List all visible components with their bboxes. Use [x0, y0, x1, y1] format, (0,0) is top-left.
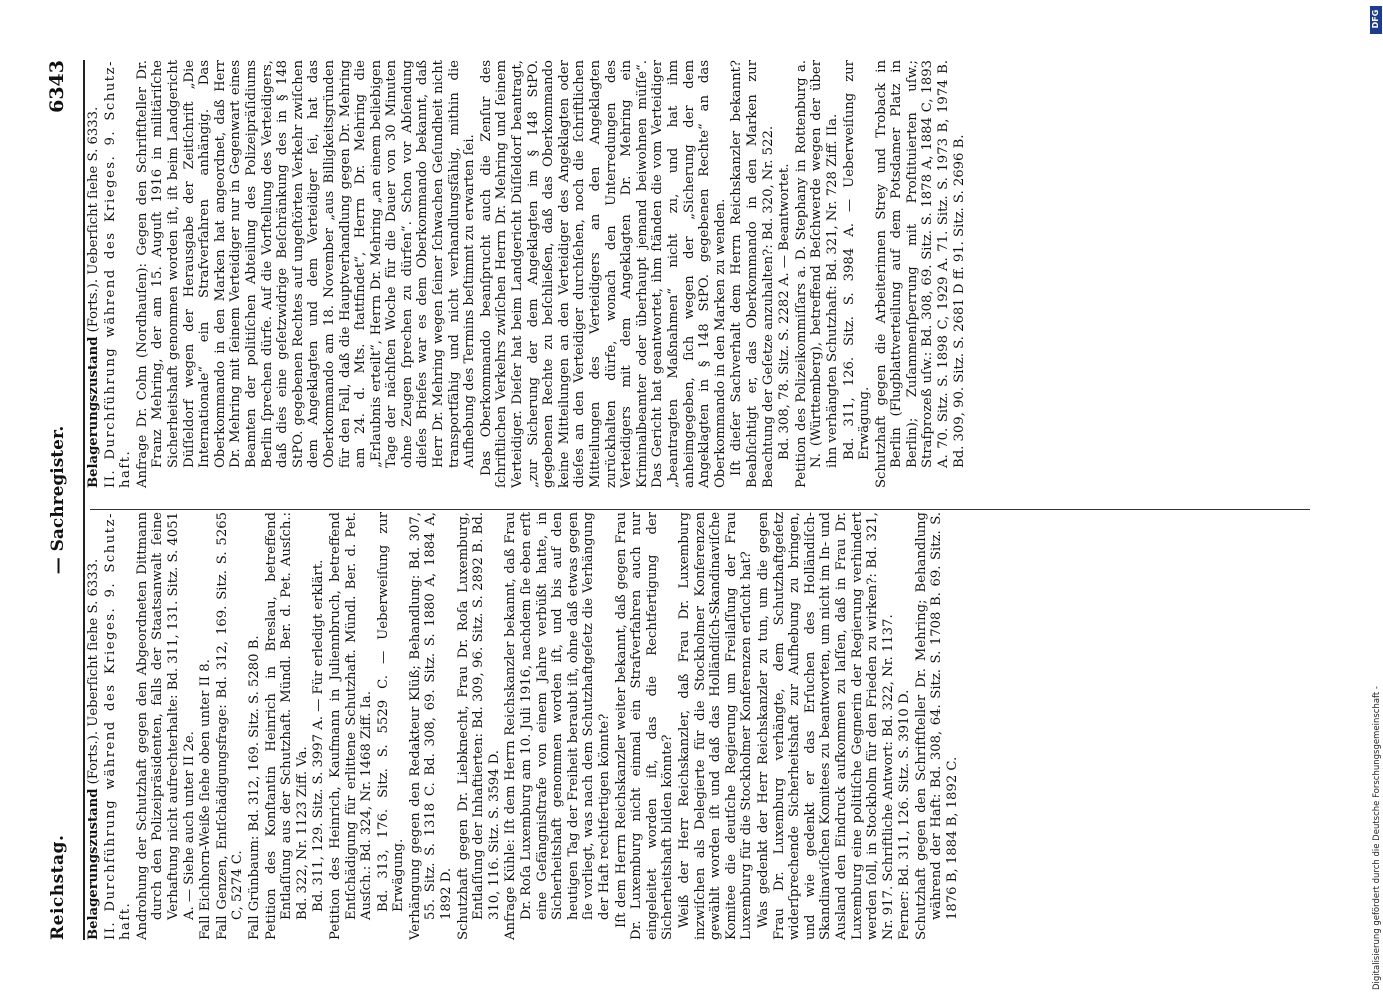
entry: Bd. 308, 78. Sitz. S. 2282 A. — Beantwortet. [777, 163, 793, 460]
entry: Das Oberkommando beanſprucht auch die Zenſur des ſchriftlichen Verkehrs zwiſchen Herrn Dr. Mehring und ſeinem Verteidiger. Dieſer hat beim Landgericht Düſſeldorf beantragt, „zur Sicherung der dem Angeklagten im § 148 StPO. gegebenen Rechte zu beſchließen, daß das Oberkommando keine Mitteilungen an den Verteidiger des Angeklagten oder dieſes an den Verteidiger durchſehen, noch die ſchriftlichen Mitteilungen des Verteidigers an den Angeklagten zurückhalten dürfe, wonach den Unterredungen des Verteidigers mit dem Angeklagten Dr. Mehring ein Kriminalbeamter oder überhaupt jemand beiwohnen müſſe“. Das Gericht hat geantwortet, ihm ſtänden die vom Verteidiger „beantragten Maßnahmen“ nicht zu, und hat ihm anheimgegeben, ſich wegen der „Sicherung der dem Angeklagten in § 148 StPO. gegebenen Rechte“ an das Oberkommando in den Marken zu wenden. [478, 60, 728, 488]
entry: Androhung der Schutzhaft gegen den Abgeordneten Dittmann durch den Polizeipräsidenten, falls der Staatsanwalt ſeine Verhaftung nicht aufrechterhalte: Bd. 311, 131. Sitz. S. 4051 A. — Siehe auch unter II 2e. [134, 512, 197, 940]
column-heading: Belagerungszustand (Forts.). Ueberſicht ſiehe S. 6333. [86, 106, 101, 488]
entry: Bd. 311, 126. Sitz. S. 3984 A. — Ueberweiſung zur Erwägung. [841, 60, 873, 460]
entry: Fall Eichhorn-Weiße ſiehe oben unter II 8. [198, 659, 214, 940]
entry: Weiß der Herr Reichskanzler, daß Frau Dr. Luxemburg inzwiſchen als Delegierte für die Stockholmer Konferenzen gewählt worden iſt und daß das Holländiſch-Skandinaviſche Komitee die deutſche Regierung um Freilaſſung der Frau Luxemburg für die Stockholmer Konferenzen erſucht hat? [676, 512, 755, 940]
dfg-logo: DFG [1370, 6, 1382, 34]
header-center: — Sachregister. [48, 425, 68, 575]
header-rule [83, 60, 85, 940]
column-left [86, 512, 962, 940]
entry: Schutzhaft gegen Dr. Liebknecht, Frau Dr. Roſa Luxemburg, Entlaſſung der Inhaftierten: Bd. 309, 96. Sitz. S. 2892 B. Bd. 310, 116. Sitz. S. 3594 D. [455, 512, 502, 940]
entry: Was gedenkt der Herr Reichskanzler zu tun, um die gegen Frau Dr. Luxemburg verhängte, dem Schutzhaftgeſetz widerſprechende Sicherheitshaft zur Aufhebung zu bringen, und wie gedenkt er das Erſuchen des Holländiſch-Skandinaviſchen Komitees zu beantworten, um nicht im In- und Ausland den Eindruck aufkommen zu laſſen, daß in Frau Dr. Luxemburg eine politiſche Gegnerin der Regierung verhindert werden ſoll, in Stockholm für den Frieden zu wirken?: Bd. 321, Nr. 917. Schriftliche Antwort: Bd. 322, Nr. 1137. [755, 512, 896, 940]
entry: Petition des Polizeikommiſſars a. D. Stephany in Rottenburg a. N. (Württemberg), betreffend Beſchwerde wegen der über ihn verhängten Schutzhaft: Bd. 321, Nr. 728 Ziff. IIa. [793, 60, 840, 488]
entry: Fall Grünbaum: Bd. 312, 169. Sitz. S. 5280 B. [246, 635, 262, 940]
column-right [86, 60, 968, 488]
column-subheading: II. Durchführung während des Krieges. 9. Schutz-haft. [102, 60, 134, 488]
entry: Petition des Konſtantin Heinrich in Breslau, betreffend Entlaſſung aus der Schutzhaft. Mündl. Ber. d. Pet. Ausſch.: Bd. 322, Nr. 1123 Ziff. Va. [263, 512, 310, 940]
entry: Iſt dem Herrn Reichskanzler weiter bekannt, daß gegen Frau Dr. Luxemburg nicht einmal ein Strafverfahren auch nur eingeleitet worden iſt, das die Rechtfertigung der Sicherheitshaft bilden könnte? [613, 512, 676, 940]
column-subheading: II. Durchführung während des Krieges. 9. Schutz-haft. [102, 512, 134, 940]
entry: Schutzhaft gegen die Arbeiterinnen Strey und Troback in Berlin (Flugblattverteilung auf dem Potsdamer Platz in Berlin); Zuſammenſperrung mit Proſtituierten uſw.; Strafprozeß uſw.: Bd. 308, 69. Sitz. S. 1878 A, 1884 C, 1893 A. 70. Sitz. S. 1898 C, 1929 A. 71. Sitz. S. 1973 B, 1974 B. Bd. 309, 90. Sitz. S. 2681 D ff. 91. Sitz. S. 2696 B. [873, 60, 967, 488]
entry: Bd. 311, 129. Sitz. S. 3997 A. — Für erledigt erklärt. [311, 559, 327, 912]
entry: Verhängung gegen den Redakteur Klüß; Behandlung: Bd. 307, 55. Sitz. S. 1318 C. Bd. 308, 69. Sitz. S. 1880 A, 1884 A, 1892 D. [407, 512, 455, 940]
side-note-text: Digitalisierung gefördert durch die Deutsche Forschungsgemeinschaft - [1372, 686, 1382, 990]
column-heading: Belagerungszustand (Forts.). Ueberſicht ſiehe S. 6333. [86, 558, 101, 940]
entry: Schutzhaft gegen den Schriftſteller Dr. Mehring; Behandlung während der Haft: Bd. 308, 64. Sitz. S. 1708 B. 69. Sitz. S. 1876 B, 1884 B, 1892 C. [913, 512, 961, 940]
entry: Anfrage Kühle: Iſt dem Herrn Reichskanzler bekannt, daß Frau Dr. Roſa Luxemburg am 10. Juli 1916, nachdem ſie eben erſt eine Gefängnisſtrafe von einem Jahre verbüßt hatte, in Sicherheitshaft genommen worden iſt, und bis auf den heutigen Tag der Freiheit beraubt iſt, ohne daß etwas gegen ſie vorliegt, was nach dem Schutzhaftgeſetz die Verhängung der Haft rechtfertigen könnte? [503, 512, 612, 940]
entry: Ferner: Bd. 311, 126. Sitz. S. 3910 D. [897, 689, 913, 940]
side-note [1372, 10, 1382, 990]
entry: Anfrage Dr. Cohn (Nordhauſen): Gegen den Schriftſteller Dr. Franz Mehring, der am 15. Auguſt 1916 in militäriſche Sicherheitshaft genommen worden iſt, iſt beim Landgericht Düſſeldorf wegen der Herausgabe der Zeitſchrift „Die Internationale“ ein Strafverfahren anhängig. Das Oberkommando in den Marken hat angeordnet, daß Herr Dr. Mehring mit ſeinem Verteidiger nur in Gegenwart eines Beamten der politiſchen Abteilung des Polizeipräſidiums Berlin ſprechen dürfe. Auf die Vorſtellung des Verteidigers, daß dies eine geſetzwidrige Beſchränkung des in § 148 StPO. gegebenen Rechtes auf ungeſtörten Verkehr zwiſchen dem Angeklagten und dem Verteidiger ſei, hat das Oberkommando am 18. November „aus Billigkeitsgründen für den Fall, daß die Hauptverhandlung gegen Dr. Mehring am 24. d. Mts. ſtattfindet“, Herrn Dr. Mehring die „Erlaubnis erteilt“, Herrn Dr. Mehring „an einem beliebigen Tage der nächſten Woche für die Dauer von 30 Minuten ohne Zeugen ſprechen zu dürfen“. Schon vor Abſendung dieſes Briefes war es dem Oberkommando bekannt, daß Herr Dr. Mehring wegen ſeiner ſchwachen Geſundheit nicht transportfähig und nicht verhandlungsfähig, mithin die Aufhebung des Termins beſtimmt zu erwarten ſei. [134, 60, 478, 488]
column-divider [90, 509, 1310, 510]
entry: Petition des Heinrich, Kaufmann in Juliennbruch, betreffend Entſchädigung für erlittene Schutzhaft. Mündl. Ber. d. Pet. Ausſch.: Bd. 324, Nr. 1468 Ziff. Ia. [327, 512, 375, 940]
page-header [40, 60, 80, 940]
entry: Iſt dieſer Sachverhalt dem Herrn Reichskanzler bekannt? Beabſichtigt er, das Oberkommando in den Marken zur Beachtung der Geſetze anzuhalten?: Bd. 320, Nr. 522. [729, 60, 776, 488]
entry: Bd. 313, 176. Sitz. S. 5529 C. — Ueberweiſung zur Erwägung. [375, 512, 407, 912]
page-number: 6343 [46, 60, 68, 113]
header-left: Reichstag. [48, 834, 68, 940]
entry: Fall Genzen, Entſchädigungsfrage: Bd. 312, 169. Sitz. S. 5265 C, 5274 C. [214, 512, 246, 940]
